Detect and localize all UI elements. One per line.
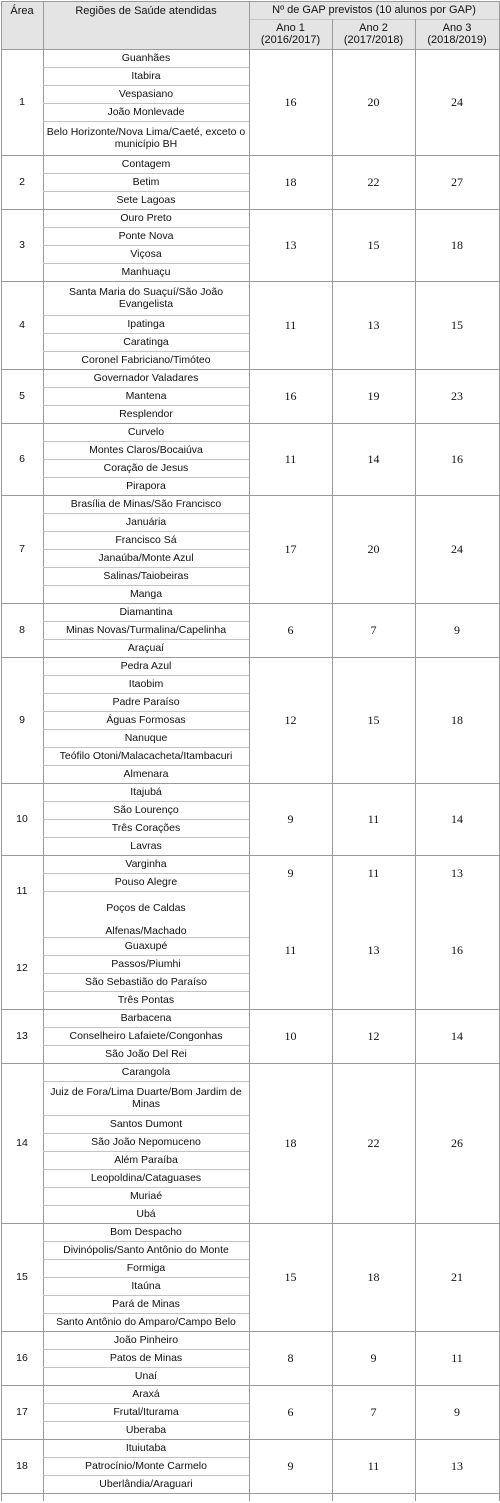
region-cell: Pouso Alegre: [114, 876, 178, 888]
area-number: 1: [19, 96, 25, 108]
area-number: 9: [19, 714, 25, 726]
region-cell: Mantena: [125, 390, 167, 402]
gap-year-2: 7: [370, 623, 377, 637]
region-cell: Leopoldina/Cataguases: [90, 1172, 202, 1184]
region-cell: Santo Antônio do Amparo/Campo Belo: [56, 1316, 236, 1328]
gap-year-1: 15: [284, 1270, 297, 1284]
region-cell: Conselheiro Lafaiete/Congonhas: [69, 1030, 223, 1042]
area-number: 18: [16, 1460, 28, 1472]
region-cell: Itabira: [131, 70, 161, 82]
region-cell: Além Paraíba: [114, 1154, 178, 1166]
area-number: 3: [19, 239, 25, 251]
region-cell: João Monlevade: [107, 106, 185, 118]
area-number: 17: [16, 1406, 28, 1418]
region-cell: Araçuaí: [127, 642, 165, 654]
gap-year-2: 12: [367, 1029, 380, 1043]
region-cell: São João Del Rei: [105, 1048, 187, 1060]
gap-year-1: 10: [284, 1029, 297, 1043]
region-cell: Ouro Preto: [120, 212, 172, 224]
gap-year-1: 18: [284, 1136, 297, 1150]
region-cell: Ubá: [136, 1208, 156, 1220]
gap-year-3: 15: [451, 318, 463, 332]
gap-year-2: 22: [367, 175, 380, 189]
region-cell: Francisco Sá: [115, 534, 177, 546]
region-cell: Três Pontas: [117, 994, 175, 1006]
gap-year-1: 6: [287, 623, 294, 637]
region-cell: Resplendor: [119, 408, 173, 420]
area-number: 8: [19, 624, 25, 636]
header-area: Área: [10, 5, 34, 17]
region-cell: Almenara: [123, 768, 169, 780]
region-cell: Varginha: [125, 858, 167, 870]
region-cell: Pará de Minas: [112, 1298, 180, 1310]
gap-year-3: 16: [451, 452, 463, 466]
region-cell: Montes Claros/Bocaiúva: [89, 444, 203, 456]
region-cell: Uberaba: [125, 1424, 167, 1436]
gap-year-2: 15: [367, 713, 380, 727]
gap-year-3: 9: [454, 1405, 460, 1419]
region-cell: São Lourenço: [113, 804, 179, 816]
gap-year-2: 13: [367, 318, 380, 332]
region-cell: Pirapora: [126, 480, 166, 492]
area-number: 4: [19, 319, 25, 331]
gap-year-3: 24: [451, 95, 463, 109]
area-number: 10: [16, 813, 28, 825]
gap-year-1: 9: [287, 812, 294, 826]
gap-year-2: 11: [367, 812, 380, 826]
area-number: 13: [16, 1030, 28, 1042]
region-cell: Carangola: [121, 1066, 171, 1078]
region-cell: São João Nepomuceno: [91, 1136, 201, 1148]
gap-year-3: 27: [451, 175, 463, 189]
gap-year-1: 11: [284, 318, 297, 332]
header-gap: Nº de GAP previstos (10 alunos por GAP): [272, 4, 476, 16]
gap-year-2: 13: [367, 943, 380, 957]
gap-year-2: 18: [367, 1270, 380, 1284]
region-cell: Unaí: [134, 1370, 158, 1382]
gap-year-2: 20: [367, 95, 380, 109]
gap-year-1: 12: [284, 713, 297, 727]
region-cell: Coronel Fabriciano/Timóteo: [81, 354, 211, 366]
region-cell: Passos/Piumhi: [111, 958, 181, 970]
region-cell: Ituiutaba: [125, 1442, 167, 1454]
gap-year-3: 9: [454, 623, 460, 637]
region-cell: Contagem: [121, 158, 171, 170]
gap-year-3: 14: [451, 1029, 463, 1043]
gap-year-3: 21: [451, 1270, 463, 1284]
row-divider: [1, 1, 499, 2]
gap-year-1: 6: [287, 1405, 294, 1419]
gap-year-3: 13: [451, 866, 463, 880]
region-cell: Santa Maria do Suaçuí/São João Evangelista: [68, 286, 224, 310]
gap-year-3: 26: [451, 1136, 463, 1150]
region-cell: Divinópolis/Santo Antônio do Monte: [63, 1244, 229, 1256]
header-year-2: Ano 2 (2017/2018): [343, 22, 404, 46]
region-cell: Padre Paraíso: [112, 696, 180, 708]
gap-year-2: 20: [367, 542, 380, 556]
region-cell: Poços de Caldas: [106, 902, 186, 914]
region-cell: Pedra Azul: [120, 660, 172, 672]
gap-year-3: 14: [451, 812, 463, 826]
region-cell: Araxá: [132, 1388, 160, 1400]
region-cell: Janaúba/Monte Azul: [98, 552, 194, 564]
region-cell: Itaúna: [131, 1280, 161, 1292]
region-cell: Bom Despacho: [110, 1226, 182, 1238]
gap-year-1: 16: [284, 95, 297, 109]
region-cell: Belo Horizonte/Nova Lima/Caeté, exceto o município BH: [46, 126, 246, 150]
area-number: 6: [19, 453, 25, 465]
region-cell: Sete Lagoas: [116, 194, 176, 206]
gap-year-3: 11: [451, 1351, 463, 1365]
row-divider: [249, 19, 499, 20]
region-cell: Patos de Minas: [109, 1352, 183, 1364]
region-cell: Governador Valadares: [93, 372, 199, 384]
region-cell: Ipatinga: [127, 318, 165, 330]
regions-table: [1, 1, 499, 1501]
area-number: 16: [16, 1352, 28, 1364]
region-cell: Salinas/Taiobeiras: [103, 570, 189, 582]
gap-year-2: 15: [367, 238, 380, 252]
area-number: 12: [16, 962, 28, 974]
region-cell: Guaxupé: [124, 940, 168, 952]
gap-year-3: 18: [451, 713, 463, 727]
gap-year-3: 16: [451, 943, 463, 957]
region-cell: Itaobim: [128, 678, 164, 690]
region-cell: São Sebastião do Paraíso: [84, 976, 207, 988]
region-cell: Muriaé: [129, 1190, 163, 1202]
region-cell: Teófilo Otoni/Malacacheta/Itambacuri: [59, 750, 233, 762]
region-cell: Nanuque: [124, 732, 168, 744]
area-number: 11: [16, 885, 28, 897]
gap-year-1: 16: [284, 389, 297, 403]
gap-year-1: 13: [284, 238, 297, 252]
region-cell: Manga: [129, 588, 163, 600]
gap-year-1: 18: [284, 175, 297, 189]
gap-year-2: 22: [367, 1136, 380, 1150]
gap-year-1: 11: [284, 943, 297, 957]
region-cell: Manhuaçu: [121, 266, 171, 278]
header-year-3: Ano 3 (2018/2019): [427, 22, 487, 46]
region-cell: Formiga: [126, 1262, 166, 1274]
gap-year-3: 24: [451, 542, 463, 556]
region-cell: Ponte Nova: [118, 230, 174, 242]
gap-year-3: 13: [451, 1459, 463, 1473]
region-cell: Alfenas/Machado: [105, 925, 187, 937]
region-cell: Diamantina: [119, 606, 173, 618]
gap-year-3: 23: [451, 389, 463, 403]
gap-year-2: 19: [367, 389, 380, 403]
gap-year-1: 8: [287, 1351, 294, 1365]
gap-year-1: 11: [284, 452, 297, 466]
region-cell: Patrocínio/Monte Carmelo: [85, 1460, 207, 1472]
row-divider: [1, 1493, 499, 1494]
region-cell: Betim: [132, 176, 160, 188]
region-cell: Uberlândia/Araguari: [99, 1478, 193, 1490]
region-cell: Frutal/Iturama: [113, 1406, 179, 1418]
region-cell: Três Corações: [111, 822, 181, 834]
gap-year-1: 9: [287, 1459, 294, 1473]
gap-year-2: 14: [367, 452, 380, 466]
region-cell: Viçosa: [130, 248, 162, 260]
header-regions: Regiões de Saúde atendidas: [75, 5, 217, 17]
region-cell: Brasília de Minas/São Francisco: [70, 498, 222, 510]
gap-year-2: 11: [367, 1459, 380, 1473]
area-number: 7: [19, 543, 25, 555]
area-number: 2: [19, 176, 25, 188]
region-cell: Coração de Jesus: [103, 462, 189, 474]
region-cell: Barbacena: [120, 1012, 172, 1024]
gap-year-1: 9: [287, 866, 294, 880]
gap-year-2: 11: [367, 866, 380, 880]
gap-year-3: 18: [451, 238, 463, 252]
area-number: 14: [16, 1137, 28, 1149]
header-year-1: Ano 1 (2016/2017): [260, 22, 321, 46]
gap-year-1: 17: [284, 542, 297, 556]
region-cell: Minas Novas/Turmalina/Capelinha: [65, 624, 227, 636]
gap-year-2: 7: [370, 1405, 377, 1419]
region-cell: Santos Dumont: [109, 1118, 183, 1130]
region-cell: Guanhães: [121, 52, 171, 64]
region-cell: Itajubá: [130, 786, 162, 798]
region-cell: Curvelo: [127, 426, 165, 438]
region-cell: Juiz de Fora/Lima Duarte/Bom Jardim de Minas: [50, 1086, 242, 1110]
gap-year-2: 9: [370, 1351, 377, 1365]
region-cell: Águas Formosas: [106, 714, 186, 726]
area-number: 15: [16, 1271, 28, 1283]
region-cell: Lavras: [130, 840, 162, 852]
region-cell: Caratinga: [123, 336, 169, 348]
area-number: 5: [19, 390, 25, 402]
region-cell: Vespasiano: [118, 88, 174, 100]
region-cell: Januária: [125, 516, 167, 528]
region-cell: João Pinheiro: [113, 1334, 179, 1346]
